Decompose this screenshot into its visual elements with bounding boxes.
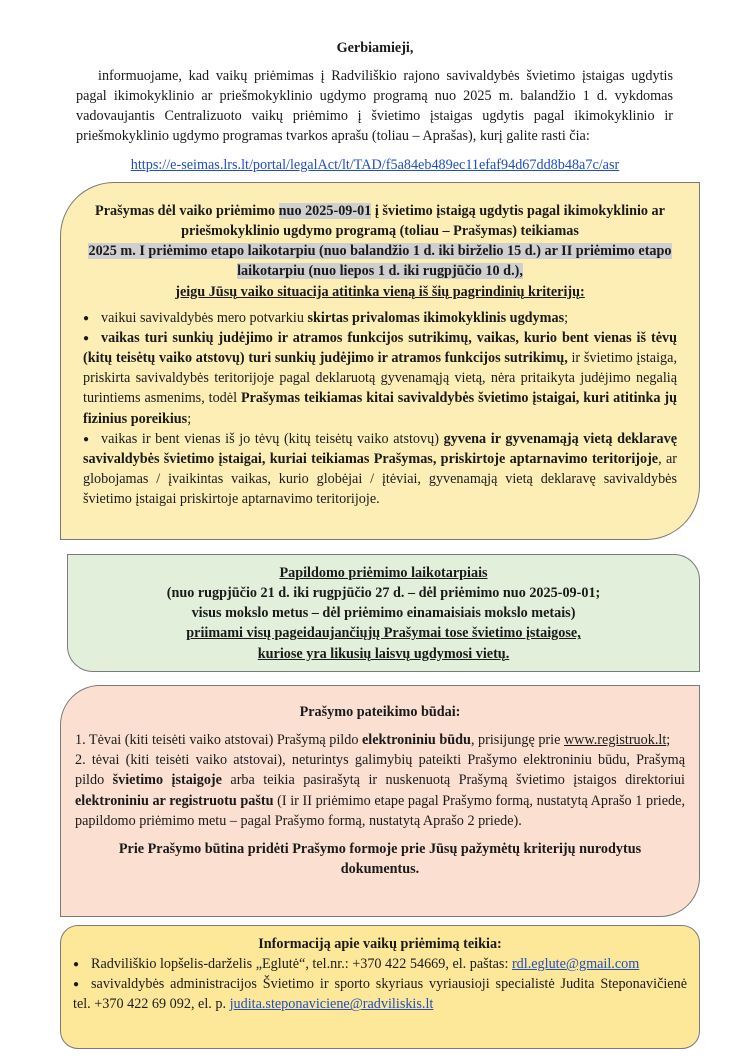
criterion-2-bold-end: Prašymas teikiamas kitai savivaldybės švietimo įstaigai, kuri atitinka jų fizinius poreikius: [83, 390, 677, 427]
registruok-link[interactable]: www.registruok.lt: [563, 732, 667, 749]
contact-item-2: [73, 974, 687, 1014]
main-criteria-box: [60, 182, 700, 540]
bullet-icon: ●: [83, 332, 90, 344]
documents-note: Prie Prašymo būtina pridėti Prašymo formoje prie Jūsų pažymėtų kriterijų nurodytus dokumentus.: [118, 840, 642, 878]
method-1-text: 1. Tėvai (kiti teisėti vaiko atstovai) Prašymą pildo: [75, 732, 362, 749]
eglute-email-link[interactable]: rdl.eglute@gmail.com: [511, 956, 640, 973]
bullet-icon: ●: [83, 312, 90, 324]
submission-methods-box: [60, 685, 700, 917]
intro-paragraph: [76, 66, 673, 147]
contact-2-text: savivaldybės administracijos Švietimo ir sporto skyriaus vyriausioji specialistė Judita Steponavičienė tel. +370 422 69 092, el. p.: [73, 976, 687, 1013]
criterion-2-bold: vaikas turi sunkių judėjimo ir atramos funkcijos sutrikimų, vaikas, kurio bent vienas iš tėvų (kitų teisėtų vaiko atstovų) turi sunkių judėjimo ir atramos funkcijos sutrikimų,: [83, 329, 677, 367]
contact-1-text: Radviliškio lopšelis-darželis „Eglutė“, tel.nr.: +370 422 54669, el. paštas:: [91, 956, 512, 973]
additional-admission-box: [67, 554, 700, 672]
intro-text: informuojame, kad vaikų priėmimas į Radviliškio rajono savivaldybės švietimo įstaigas ugdytis pagal ikimokyklinio ar priešmokyklinio ugdymo programą nuo 2025 m. balandžio 1 d. vykdomas vadovaujantis Centralizuoto vaikų priėmimo į švietimo įstaigas ugdytis pagal ikimokyklinio ir priešmokyklinio ugdymo programas tvarkos aprašu (toliau – Aprašas), kurį galite rasti čia:: [76, 68, 673, 145]
bullet-icon: ●: [83, 433, 90, 445]
method-1-bold: elektroniniu būdu: [361, 732, 471, 749]
method-2-text: 2. tėvai (kiti teisėti vaiko atstovai), neturintys galimybių pateikti Prašymo elektroniniu būdu, Prašymą pildo: [75, 752, 685, 789]
law-link-line: [0, 155, 750, 175]
heading-part-2: į švietimo įstaigą ugdytis pagal ikimokyklinio ar priešmokyklinio ugdymo programą (toliau – Prašymas) teikiamas: [181, 203, 665, 240]
method-2-end: (I ir II priėmimo etape pagal Prašymo formą, nustatytą Aprašo 1 priede, papildomo priėmimo metu – pagal Prašymo formą, nustatytą Aprašo 2 priede).: [75, 792, 685, 829]
criterion-1-bold: skirtas privalomas ikimokyklinis ugdymas: [307, 309, 565, 326]
contact-info-box: [60, 925, 700, 1049]
method-1-end: ;: [666, 732, 671, 749]
method-1-text-2: , prisijungę prie: [470, 732, 564, 749]
contact-item-1: [73, 954, 687, 974]
salutation: Gerbiamieji,: [336, 40, 414, 56]
criterion-1-end: ;: [564, 309, 569, 326]
criterion-1: [83, 308, 677, 328]
bullet-icon: ●: [73, 959, 80, 971]
method-2-text-2: arba teikia pasirašytą ir nuskenuotą Prašymą švietimo įstaigos direktoriui: [221, 772, 685, 789]
spacer: [75, 722, 685, 730]
heading-part-1: Prašymas dėl vaiko priėmimo: [95, 203, 276, 219]
criterion-3-end: , ar globojamas / įvaikintas vaikas, kurio globėjai / įtėviai, gyvenamąją vietą deklaravę savivaldybės švietimo įstaigai priskirtoje aptarnavimo teritorijoje.: [83, 450, 677, 508]
additional-line-2: (nuo rugpjūčio 21 d. iki rugpjūčio 27 d. – dėl priėmimo nuo 2025-09-01;: [166, 585, 601, 602]
specialist-email-link[interactable]: judita.steponaviciene@radviliskis.lt: [229, 996, 434, 1013]
criteria-heading: [83, 201, 677, 302]
criterion-3: [83, 429, 677, 510]
bullet-icon: ●: [73, 979, 80, 991]
criterion-3-bold: gyvena ir gyvenamąją vietą deklaravę savivaldybės švietimo įstaigai, kuriai teikiamas Prašymas, priskirtoje aptarnavimo teritorijoje: [83, 430, 677, 467]
criterion-3-text: vaikas ir bent vienas iš jo tėvų (kitų teisėtų vaiko atstovų): [101, 430, 444, 447]
law-link[interactable]: https://e-seimas.lrs.lt/portal/legalAct/lt/TAD/f5a84eb489ec11efaf94d67dd8b48a7c/asr: [130, 157, 620, 173]
submission-method-1: [75, 730, 685, 750]
additional-line-4: priimami visų pageidaujančiųjų Prašymai tose švietimo įstaigose,: [186, 625, 581, 642]
heading-period: 2025 m. I priėmimo etapo laikotarpiu (nuo balandžio 1 d. iki birželio 15 d.) ar II priėmimo etapo laikotarpiu (nuo liepos 1 d. iki rugpjūčio 10 d.),: [88, 243, 672, 280]
spacer: [75, 831, 685, 839]
submission-method-2: [75, 750, 685, 831]
method-2-bold-2: elektroniniu ar registruotu paštu: [75, 792, 274, 809]
heading-condition: jeigu Jūsų vaiko situacija atitinka vieną iš šių pagrindinių kriterijų:: [175, 283, 585, 300]
criterion-2-text: ir švietimo įstaiga, priskirta savivaldybės teritorijoje pagal deklaruotą gyvenamąją vietą, nėra pritaikyta judėjimo negalią turintiems asmenims, todėl: [83, 350, 677, 407]
contact-title: Informaciją apie vaikų priėmimą teikia:: [258, 936, 502, 952]
criterion-2: [83, 328, 677, 429]
method-2-bold: švietimo įstaigoje: [112, 772, 222, 789]
heading-date: nuo 2025-09-01: [278, 203, 372, 219]
criterion-2-end: ;: [187, 410, 192, 427]
criteria-list: [83, 308, 677, 510]
additional-line-5: kuriose yra likusių laisvų ugdymosi vietų.: [257, 645, 510, 662]
additional-line-3: visus mokslo metus – dėl priėmimo einamaisiais mokslo metais): [191, 605, 576, 622]
criterion-1-text: vaikui savivaldybės mero potvarkiu: [101, 309, 308, 326]
submission-title: Prašymo pateikimo būdai:: [299, 704, 461, 720]
additional-line-1: Papildomo priėmimo laikotarpiais: [279, 565, 488, 581]
